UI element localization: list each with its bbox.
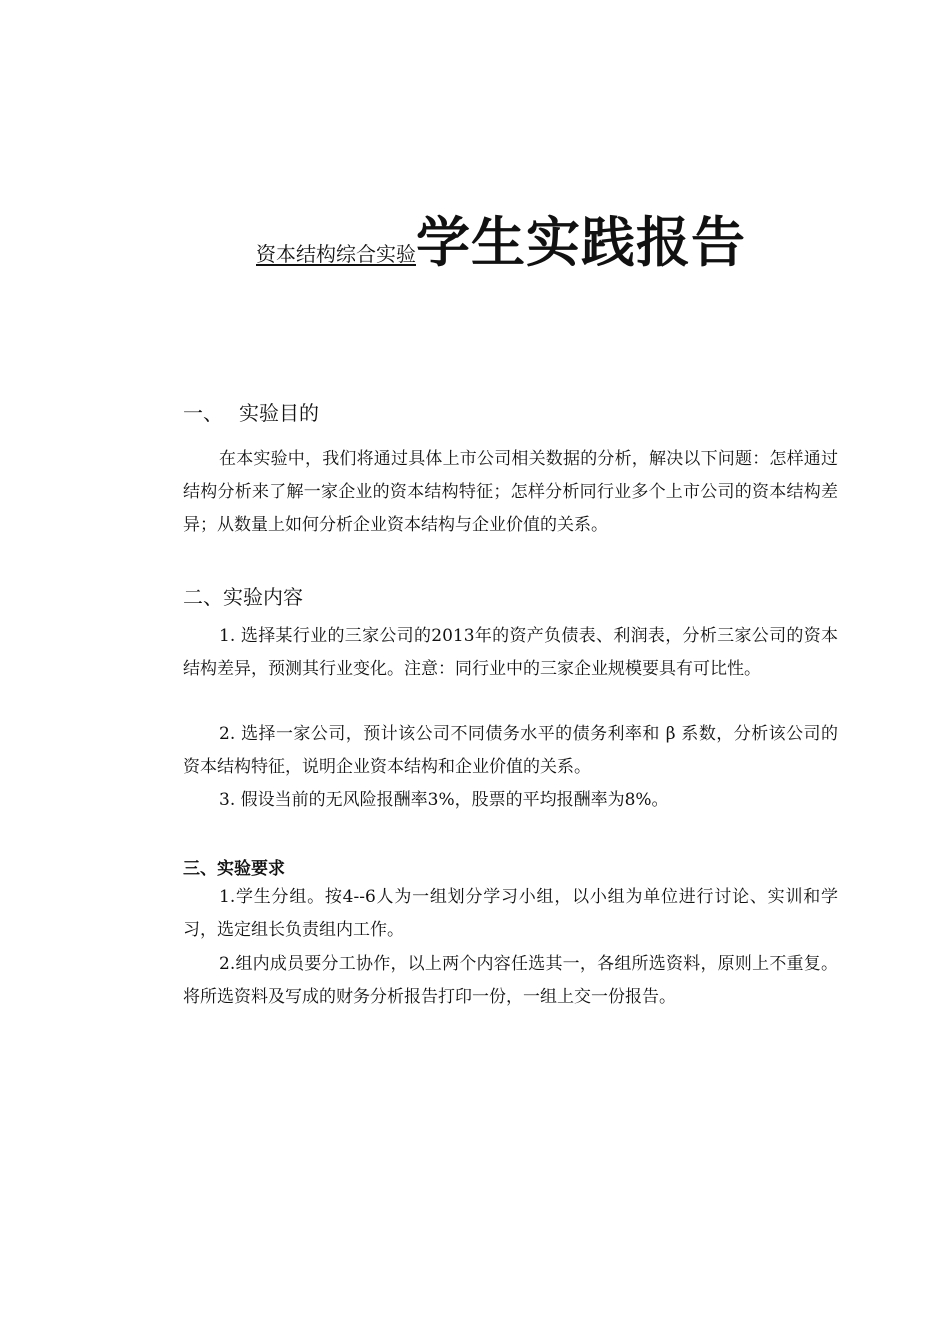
section-heading-text: 实验目的 bbox=[239, 401, 319, 425]
report-title bbox=[256, 200, 856, 280]
paragraph: 1.学生分组。按4--6人为一组划分学习小组，以小组为单位进行讨论、实训和学习，选定组长负责组内工作。 bbox=[183, 887, 838, 940]
section-number: 一、 bbox=[183, 401, 223, 425]
paragraph: 1. 选择某行业的三家公司的2013年的资产负债表、利润表，分析三家公司的资本结构差异，预测其行业变化。注意：同行业中的三家企业规模要具有可比性。 bbox=[183, 626, 838, 679]
section-heading-requirements: 三、实验要求 bbox=[183, 859, 285, 879]
section-heading-objective bbox=[183, 397, 319, 426]
paragraph: 在本实验中，我们将通过具体上市公司相关数据的分析，解决以下问题：怎样通过结构分析来了解一家企业的资本结构特征；怎样分析同行业多个上市公司的资本结构差异；从数量上如何分析企业资本结构与企业价值的关系。 bbox=[183, 449, 838, 535]
paragraph: 2. 选择一家公司，预计该公司不同债务水平的债务利率和 β 系数，分析该公司的资本结构特征，说明企业资本结构和企业价值的关系。 bbox=[183, 724, 838, 777]
paragraph: 2.组内成员要分工协作，以上两个内容任选其一，各组所选资料，原则上不重复。将所选资料及写成的财务分析报告打印一份，一组上交一份报告。 bbox=[183, 954, 838, 1007]
report-subtitle: 资本结构综合实验 bbox=[256, 242, 416, 266]
paragraph: 3. 假设当前的无风险报酬率3%，股票的平均报酬率为8%。 bbox=[219, 790, 669, 810]
report-main-title: 学生实践报告 bbox=[416, 211, 746, 274]
section-heading-content: 二、实验内容 bbox=[183, 585, 303, 609]
